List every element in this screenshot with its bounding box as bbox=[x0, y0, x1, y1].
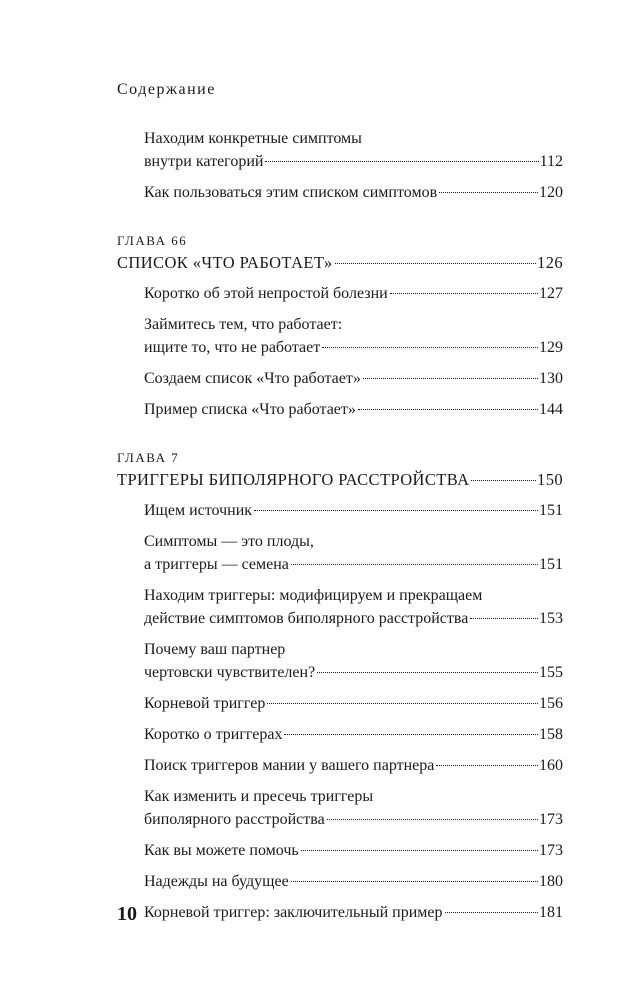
toc-entry bbox=[117, 839, 563, 862]
toc-entry bbox=[117, 870, 563, 893]
toc-entry bbox=[117, 367, 563, 390]
toc-entry bbox=[117, 901, 563, 924]
toc-entry bbox=[117, 181, 563, 204]
toc-entry-text: а триггеры — семена bbox=[144, 556, 289, 573]
toc-page-number: 129 bbox=[539, 339, 563, 356]
toc-entry-text: действие симптомов биполярного расстройства bbox=[144, 610, 469, 627]
dot-leader bbox=[335, 263, 536, 264]
toc-entry-text: Надежды на будущее bbox=[144, 873, 289, 890]
toc-entry bbox=[117, 313, 563, 359]
toc-entry bbox=[117, 754, 563, 777]
dot-leader bbox=[291, 564, 538, 565]
toc-entry-text: Пример списка «Что работает» bbox=[144, 401, 356, 418]
dot-leader bbox=[284, 734, 538, 735]
toc-entry bbox=[117, 584, 563, 630]
chapter-title-entry bbox=[117, 251, 563, 274]
toc-page-number: 155 bbox=[539, 664, 563, 681]
toc-page-number: 151 bbox=[539, 502, 563, 519]
toc-entry bbox=[117, 282, 563, 305]
toc-entry bbox=[117, 692, 563, 715]
toc-entry-text: ищите то, что не работает bbox=[144, 339, 321, 356]
toc-page-number: 126 bbox=[537, 253, 563, 272]
table-of-contents bbox=[117, 127, 563, 924]
running-head: Содержание bbox=[117, 81, 216, 98]
toc-entry-text: Как вы можете помочь bbox=[144, 842, 299, 859]
toc-page-number: 160 bbox=[539, 757, 563, 774]
toc-entry bbox=[117, 530, 563, 576]
dot-leader bbox=[265, 161, 538, 162]
toc-entry-text: Создаем список «Что работает» bbox=[144, 370, 361, 387]
toc-entry-text: Коротко об этой непростой болезни bbox=[144, 285, 388, 302]
dot-leader bbox=[301, 850, 538, 851]
toc-entry-line: Находим триггеры: модифицируем и прекращаем bbox=[144, 587, 483, 604]
dot-leader bbox=[254, 510, 538, 511]
toc-page-number: 144 bbox=[539, 401, 563, 418]
toc-entry-text: Как пользоваться этим списком симптомов bbox=[144, 184, 438, 201]
toc-entry bbox=[117, 499, 563, 522]
dot-leader bbox=[327, 819, 538, 820]
toc-entry-text: чертовски чувствителен? bbox=[144, 664, 316, 681]
toc-entry-line: Находим конкретные симптомы bbox=[144, 130, 362, 147]
toc-entry-text: Ищем источник bbox=[144, 502, 253, 519]
chapter-title: ТРИГГЕРЫ БИПОЛЯРНОГО РАССТРОЙСТВА bbox=[117, 470, 470, 489]
toc-entry-text: Корневой триггер bbox=[144, 695, 266, 712]
dot-leader bbox=[439, 192, 538, 193]
dot-leader bbox=[470, 618, 538, 619]
toc-page-number: 173 bbox=[539, 811, 563, 828]
chapter-label: ГЛАВА 66 bbox=[117, 233, 188, 248]
chapter-title: СПИСОК «ЧТО РАБОТАЕТ» bbox=[117, 253, 333, 272]
toc-page-number: 180 bbox=[539, 873, 563, 890]
toc-page-number: 153 bbox=[539, 610, 563, 627]
toc-entry bbox=[117, 127, 563, 173]
toc-page-number: 130 bbox=[539, 370, 563, 387]
toc-entry bbox=[117, 723, 563, 746]
toc-page-number: 181 bbox=[539, 904, 563, 921]
dot-leader bbox=[471, 480, 536, 481]
dot-leader bbox=[358, 409, 538, 410]
toc-entry-line: Симптомы — это плоды, bbox=[144, 533, 314, 550]
toc-entry-text: Поиск триггеров мании у вашего партнера bbox=[144, 757, 435, 774]
toc-entry-text: Коротко о триггерах bbox=[144, 726, 283, 743]
toc-page-number: 127 bbox=[539, 285, 563, 302]
dot-leader bbox=[267, 703, 538, 704]
toc-entry-text: биполярного расстройства bbox=[144, 811, 325, 828]
toc-page-number: 151 bbox=[539, 556, 563, 573]
page-number: 10 bbox=[117, 903, 137, 925]
dot-leader bbox=[390, 293, 538, 294]
dot-leader bbox=[363, 378, 538, 379]
toc-entry bbox=[117, 638, 563, 684]
chapter-label: ГЛАВА 7 bbox=[117, 450, 180, 465]
toc-entry-line: Займитесь тем, что работает: bbox=[144, 316, 343, 333]
toc-entry-line: Почему ваш партнер bbox=[144, 641, 286, 658]
toc-page-number: 120 bbox=[539, 184, 563, 201]
toc-page-number: 150 bbox=[537, 470, 563, 489]
chapter-title-entry bbox=[117, 468, 563, 491]
dot-leader bbox=[436, 765, 538, 766]
toc-page-number: 158 bbox=[539, 726, 563, 743]
toc-entry bbox=[117, 785, 563, 831]
dot-leader bbox=[317, 672, 538, 673]
dot-leader bbox=[291, 881, 538, 882]
dot-leader bbox=[445, 912, 539, 913]
toc-page-number: 112 bbox=[539, 153, 563, 170]
toc-entry-text: Корневой триггер: заключительный пример bbox=[144, 904, 443, 921]
toc-page-number: 156 bbox=[539, 695, 563, 712]
toc-page-number: 173 bbox=[539, 842, 563, 859]
toc-entry bbox=[117, 398, 563, 421]
toc-entry-text: внутри категорий bbox=[144, 153, 264, 170]
dot-leader bbox=[322, 347, 538, 348]
toc-entry-line: Как изменить и пресечь триггеры bbox=[144, 788, 374, 805]
